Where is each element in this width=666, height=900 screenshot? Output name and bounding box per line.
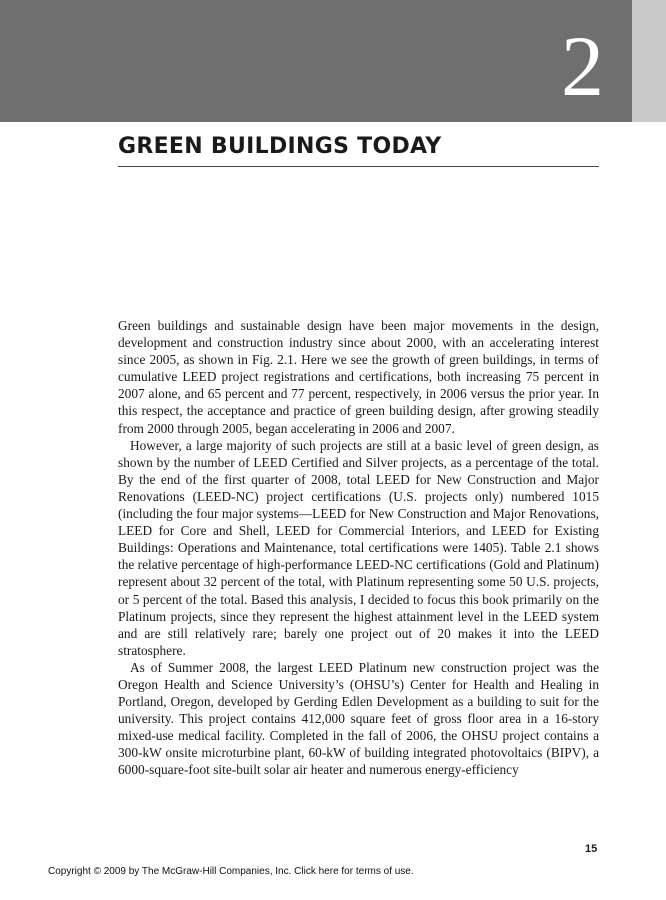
- page-number: 15: [585, 843, 598, 855]
- paragraph: However, a large majority of such projects are still at a basic level of green design, as shown by the number of LEED Certified and Silver projects, as a percentage of the total. By the end of the first quarter of 2008, total LEED for New Construction and Major Renovations (LEED-NC) project certifications (U.S. projects only) numbered 1015 (including the four major systems—LEED for New Construction and Major Renovations, LEED for Core and Shell, LEED for Commercial Interiors, and LEED for Existing Buildings: Operations and Maintenance, total certifications were 1405). Table 2.1 shows the relative percentage of high-performance LEED-NC certifications (Gold and Platinum) represent about 32 percent of the total, with Platinum representing some 50 U.S. projects, or 5 percent of the total. Based this analysis, I decided to focus this book primarily on the Platinum projects, since they represent the highest attainment level in the LEED system and are still relatively rare; barely one project out of 20 makes it into the LEED stratosphere.: [118, 437, 599, 658]
- chapter-header-tab: [632, 0, 666, 122]
- paragraph: As of Summer 2008, the largest LEED Platinum new construction project was the Oregon Health and Science University’s (OHSU’s) Center for Health and Healing in Portland, Oregon, developed by Gerding Edlen Development as a building to suit for the university. This project contains 412,000 square feet of gross floor area in a 16-story mixed-use medical facility. Completed in the fall of 2006, the OHSU project contains a 300-kW onsite microturbine plant, 60-kW of building integrated photovoltaics (BIPV), a 6000-square-foot site-built solar air heater and numerous energy-efficiency: [118, 659, 599, 778]
- chapter-header-band: [0, 0, 632, 122]
- title-divider: [118, 166, 599, 167]
- chapter-title: GREEN BUILDINGS TODAY: [118, 134, 442, 159]
- paragraph: Green buildings and sustainable design have been major movements in the design, development and construction industry since about 2000, with an accelerating interest since 2005, as shown in Fig. 2.1. Here we see the growth of green buildings, in terms of cumulative LEED project registrations and certifications, both increasing 75 percent in 2007 alone, and 65 percent and 77 percent, respectively, in 2006 versus the prior year. In this respect, the acceptance and practice of green building design, after growing steadily from 2000 through 2005, began accelerating in 2006 and 2007.: [118, 318, 599, 436]
- chapter-number: 2: [561, 18, 604, 114]
- body-text: [118, 317, 599, 779]
- copyright-link[interactable]: Copyright © 2009 by The McGraw-Hill Companies, Inc. Click here for terms of use.: [48, 866, 414, 877]
